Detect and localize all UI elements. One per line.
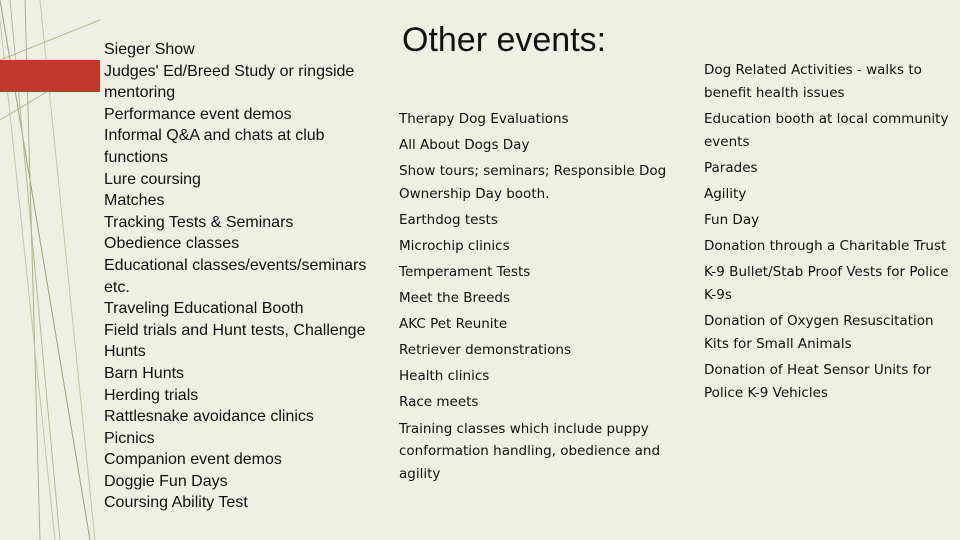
list-item: Retriever demonstrations [399,342,571,359]
list-item: Meet the Breeds [399,290,511,307]
page-title: Other events: [402,21,607,59]
list-item: Donation through a Charitable Trust [704,238,947,254]
list-item: Health clinics [399,368,490,385]
list-item: Obedience classes [104,235,240,253]
list-item: Barn Hunts [104,364,185,382]
list-item: Performance event demos [104,105,292,123]
list-item: Earthdog tests [399,211,498,228]
list-item: functions [104,148,169,166]
list-item: etc. [104,278,130,296]
list-item: Temperament Tests [399,263,531,280]
list-item: Donation of Heat Sensor Units for Police K-9 Vehicles [704,362,932,401]
list-item: Donation of Oxygen Resuscitation Kits for Small Animals [704,313,934,352]
list-item: K-9 Bullet/Stab Proof Vests for Police K-9s [704,264,949,303]
list-item: Doggie Fun Days [104,472,228,490]
list-item: Dog Related Activities - walks to benefit health issues [704,62,922,101]
list-item: Tracking Tests & Seminars [104,213,294,231]
list-item: Sieger Show [104,41,195,58]
list-item: Fun Day [704,212,760,228]
list-item: Matches [104,192,165,210]
list-item: Race meets [399,394,479,411]
list-item: Companion event demos [104,451,282,469]
list-item: mentoring [104,84,176,102]
events-column-3 [704,59,954,408]
accent-bar [0,60,100,92]
list-item: Coursing Ability Test [104,494,248,512]
list-item: Parades [704,160,758,176]
list-item: Informal Q&A and chats at club [104,127,325,145]
decorative-lines [0,0,100,540]
list-item: Herding trials [104,386,199,404]
list-item: Show tours; seminars; Responsible Dog Ownership Day booth. [399,163,667,202]
list-item: Traveling Educational Booth [104,300,304,318]
list-item: Microchip clinics [399,237,510,254]
events-column-1 [104,39,404,514]
list-item: Field trials and Hunt tests, Challenge [104,321,366,339]
list-item: Therapy Dog Evaluations [399,111,569,127]
list-item: Education booth at local community events [704,111,949,150]
list-item: Educational classes/events/seminars [104,256,367,274]
list-item: Training classes which include puppy conformation handling, obedience and agility [399,420,661,482]
events-column-2 [399,108,694,489]
list-item: Rattlesnake avoidance clinics [104,408,314,426]
list-item: Picnics [104,429,155,447]
list-item: Lure coursing [104,170,201,188]
list-item: Judges' Ed/Breed Study or ringside [104,62,355,80]
list-item: Agility [704,186,747,202]
list-item: Hunts [104,343,146,361]
list-item: AKC Pet Reunite [399,316,508,333]
list-item: All About Dogs Day [399,137,530,154]
